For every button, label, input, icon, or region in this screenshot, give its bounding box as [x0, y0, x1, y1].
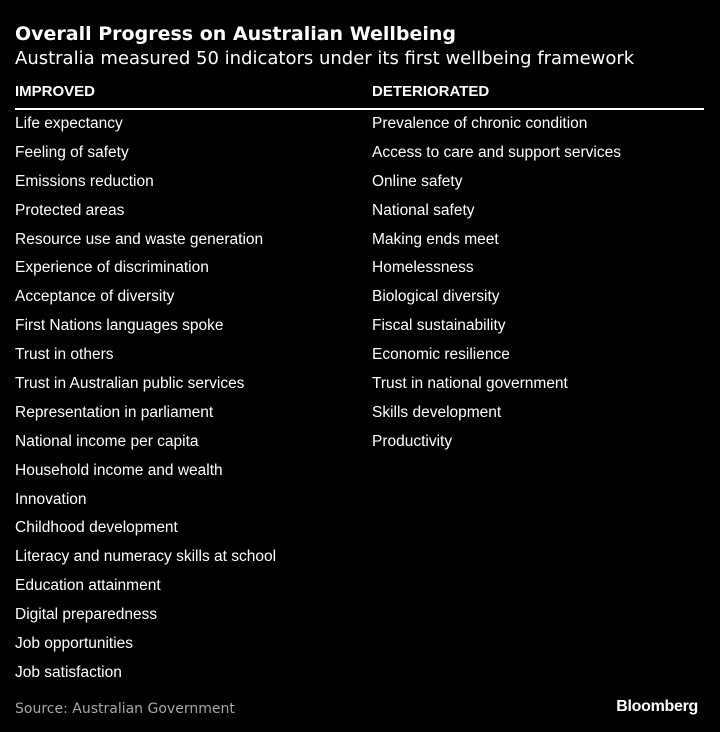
- improved-item: Emissions reduction: [15, 172, 154, 190]
- improved-item: Job satisfaction: [15, 663, 122, 681]
- improved-item: Life expectancy: [15, 115, 123, 132]
- improved-item: Innovation: [15, 490, 87, 508]
- source-note: Source: Australian Government: [15, 701, 235, 717]
- improved-item: Trust in Australian public services: [15, 375, 245, 393]
- deteriorated-item: Biological diversity: [372, 288, 500, 306]
- deteriorated-item: Fiscal sustainability: [372, 317, 506, 335]
- improved-item: Protected areas: [15, 201, 125, 219]
- improved-list: [15, 110, 276, 688]
- improved-item: Education attainment: [15, 577, 161, 595]
- deteriorated-item: Prevalence of chronic condition: [372, 115, 588, 132]
- improved-item: Household income and wealth: [15, 461, 223, 479]
- page-title: Overall Progress on Australian Wellbeing: [15, 23, 457, 45]
- improved-item: Resource use and waste generation: [15, 230, 264, 248]
- deteriorated-item: Trust in national government: [372, 375, 568, 393]
- improved-item: Experience of discrimination: [15, 259, 209, 277]
- improved-header: IMPROVED: [15, 83, 96, 100]
- improved-item: Trust in others: [15, 346, 114, 364]
- improved-item: Literacy and numeracy skills at school: [15, 548, 277, 566]
- deteriorated-item: Homelessness: [372, 259, 474, 277]
- deteriorated-item: Access to care and support services: [372, 143, 621, 161]
- deteriorated-list: [372, 110, 621, 457]
- deteriorated-header: DETERIORATED: [372, 83, 490, 100]
- deteriorated-item: National safety: [372, 201, 475, 219]
- deteriorated-item: Skills development: [372, 403, 502, 421]
- page-subtitle: Australia measured 50 indicators under its first wellbeing framework: [15, 48, 635, 69]
- improved-item: Digital preparedness: [15, 606, 158, 624]
- deteriorated-item: Economic resilience: [372, 346, 510, 364]
- improved-item: National income per capita: [15, 432, 199, 450]
- improved-item: Acceptance of diversity: [15, 288, 175, 306]
- improved-item: First Nations languages spoke: [15, 317, 224, 335]
- improved-item: Childhood development: [15, 519, 178, 537]
- deteriorated-item: Making ends meet: [372, 230, 499, 248]
- bloomberg-logo: Bloomberg: [616, 698, 698, 715]
- improved-item: Job opportunities: [15, 635, 134, 653]
- deteriorated-item: Online safety: [372, 172, 463, 190]
- deteriorated-item: Productivity: [372, 432, 453, 450]
- improved-item: Feeling of safety: [15, 143, 129, 161]
- improved-item: Representation in parliament: [15, 403, 214, 421]
